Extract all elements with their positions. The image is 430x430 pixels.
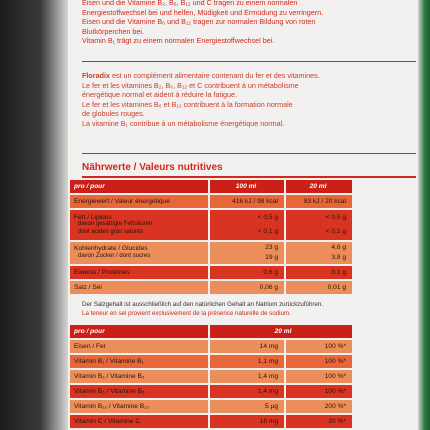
table-header-row bbox=[70, 325, 352, 338]
divider-line bbox=[82, 153, 416, 154]
intro-fr-text: est un complément alimentaire contenant du fer et des vitamines. bbox=[109, 71, 320, 80]
row-value-20ml bbox=[286, 210, 352, 240]
intro-fr-line: de globules rouges. bbox=[82, 109, 145, 119]
row-value-20ml: 0,1 g bbox=[286, 266, 352, 279]
row-label: Salz / Sel bbox=[70, 281, 208, 294]
row-label: Energiewert / Valeur énergétique bbox=[70, 195, 208, 208]
value: < 0,5 g bbox=[257, 214, 278, 222]
table-row bbox=[70, 266, 352, 279]
table-row bbox=[70, 400, 352, 413]
salt-note-fr: La teneur en sel provient exclusivement de la présence naturelle de sodium. bbox=[82, 310, 291, 317]
divider-line bbox=[82, 61, 416, 62]
table-row bbox=[70, 242, 352, 264]
header-100ml: 100 ml bbox=[210, 180, 284, 193]
value: 23 g bbox=[265, 244, 278, 252]
intro-fr-line: Le fer et les vitamines B₆ et B₁₂ contribuent à la formation normale bbox=[82, 99, 293, 109]
nutrition-title: Nährwerte / Valeurs nutritives bbox=[82, 162, 223, 173]
row-percent: 100 %* bbox=[286, 370, 352, 383]
background-right-green bbox=[418, 0, 430, 430]
row-label-main: Kohlenhydrate / Glucides bbox=[74, 245, 148, 253]
row-label: Vitamin B₁ / Vitamine B₁ bbox=[70, 355, 208, 368]
intro-de-line: Eisen und die Vitamine B₆ und B₁₂ tragen zur normalen Bildung von roten bbox=[82, 17, 316, 27]
intro-fr-line bbox=[82, 71, 412, 81]
row-label: Vitamin B₆ / Vitamine B₆ bbox=[70, 385, 208, 398]
row-label bbox=[70, 210, 208, 240]
row-amount: 5 µg bbox=[210, 400, 284, 413]
row-amount: 14 mg bbox=[210, 340, 284, 353]
row-value-100ml: 416 kJ / 98 kcal bbox=[210, 195, 284, 208]
intro-fr-line: La vitamine B₁ contribue à un métabolisme énergétique normal. bbox=[82, 118, 285, 128]
brand-name: Floradix bbox=[82, 71, 110, 80]
row-percent: 20 %* bbox=[286, 415, 352, 428]
nutrition-table bbox=[70, 178, 352, 296]
row-value-100ml: 0,06 g bbox=[210, 281, 284, 294]
row-percent: 100 %* bbox=[286, 340, 352, 353]
table-row bbox=[70, 281, 352, 294]
header-per: pro / pour bbox=[70, 180, 208, 193]
row-label bbox=[70, 242, 208, 264]
table-row bbox=[70, 210, 352, 240]
table-row bbox=[70, 195, 352, 208]
row-percent: 100 %* bbox=[286, 385, 352, 398]
row-sublabel: davon gesättigte Fettsäuren bbox=[78, 221, 153, 228]
value: < 0,1 g bbox=[257, 228, 278, 235]
table-row bbox=[70, 415, 352, 428]
value: 19 g bbox=[265, 254, 278, 261]
row-amount: 16 mg bbox=[210, 415, 284, 428]
row-label: Eiweiss / Protéines bbox=[70, 266, 208, 279]
value: 3,8 g bbox=[331, 254, 346, 261]
intro-fr-line: énergétique normal et aident à réduire la fatigue. bbox=[82, 90, 238, 100]
row-value-100ml: 0,6 g bbox=[210, 266, 284, 279]
intro-german bbox=[82, 0, 412, 46]
row-sublabel: davon Zucker / dont sucres bbox=[78, 253, 151, 259]
table-row bbox=[70, 340, 352, 353]
row-label-main: Fett / Lipides bbox=[74, 213, 112, 221]
background-left bbox=[0, 0, 68, 430]
value: < 0,5 g bbox=[325, 214, 346, 222]
intro-de-line: Vitamin B₁ trägt zu einem normalen Energiestoffwechsel bei. bbox=[82, 36, 275, 46]
table-row bbox=[70, 385, 352, 398]
row-percent: 200 %* bbox=[286, 400, 352, 413]
vitamin-table bbox=[70, 323, 352, 430]
header-per: pro / pour bbox=[70, 325, 208, 338]
intro-french bbox=[82, 71, 412, 129]
row-label: Vitamin B₂ / Vitamine B₂ bbox=[70, 370, 208, 383]
row-value-100ml bbox=[210, 210, 284, 240]
label-panel bbox=[68, 0, 418, 430]
row-amount: 1,4 mg bbox=[210, 385, 284, 398]
row-sublabel: dont acides gras saturés bbox=[78, 228, 144, 235]
salt-note-de: Der Salzgehalt ist ausschließlich auf den natürlichen Gehalt an Natrium zurückzuführen. bbox=[82, 301, 324, 308]
value: < 0,1 g bbox=[325, 228, 346, 235]
row-label: Vitamin C / Vitamine C bbox=[70, 415, 208, 428]
row-label: Eisen / Fer bbox=[70, 340, 208, 353]
row-amount: 1,1 mg bbox=[210, 355, 284, 368]
intro-de-line: Eisen und die Vitamine B₂, B₆, B₁₂ und C tragen zu einem normalen bbox=[82, 0, 298, 7]
intro-de-line: Energiestoffwechsel bei und helfen, Müdigkeit und Ermüdung zu verringern. bbox=[82, 7, 324, 17]
table-row bbox=[70, 370, 352, 383]
row-value-20ml: 83 kJ / 20 kcal bbox=[286, 195, 352, 208]
header-20ml: 20 ml bbox=[286, 180, 352, 193]
intro-de-line: Blutkörperchen bei. bbox=[82, 26, 144, 36]
table-header-row bbox=[70, 180, 352, 193]
row-label: Vitamin B₁₂ / Vitamine B₁₂ bbox=[70, 400, 208, 413]
value: 4,6 g bbox=[331, 244, 346, 252]
row-value-20ml bbox=[286, 242, 352, 264]
row-amount: 1,4 mg bbox=[210, 370, 284, 383]
table-row bbox=[70, 355, 352, 368]
header-20ml: 20 ml bbox=[210, 325, 352, 338]
row-percent: 100 %* bbox=[286, 355, 352, 368]
row-value-100ml bbox=[210, 242, 284, 264]
row-value-20ml: 0,01 g bbox=[286, 281, 352, 294]
intro-fr-line: Le fer et les vitamines B₂, B₆, B₁₂ et C contribuent à un métabolisme bbox=[82, 80, 299, 90]
